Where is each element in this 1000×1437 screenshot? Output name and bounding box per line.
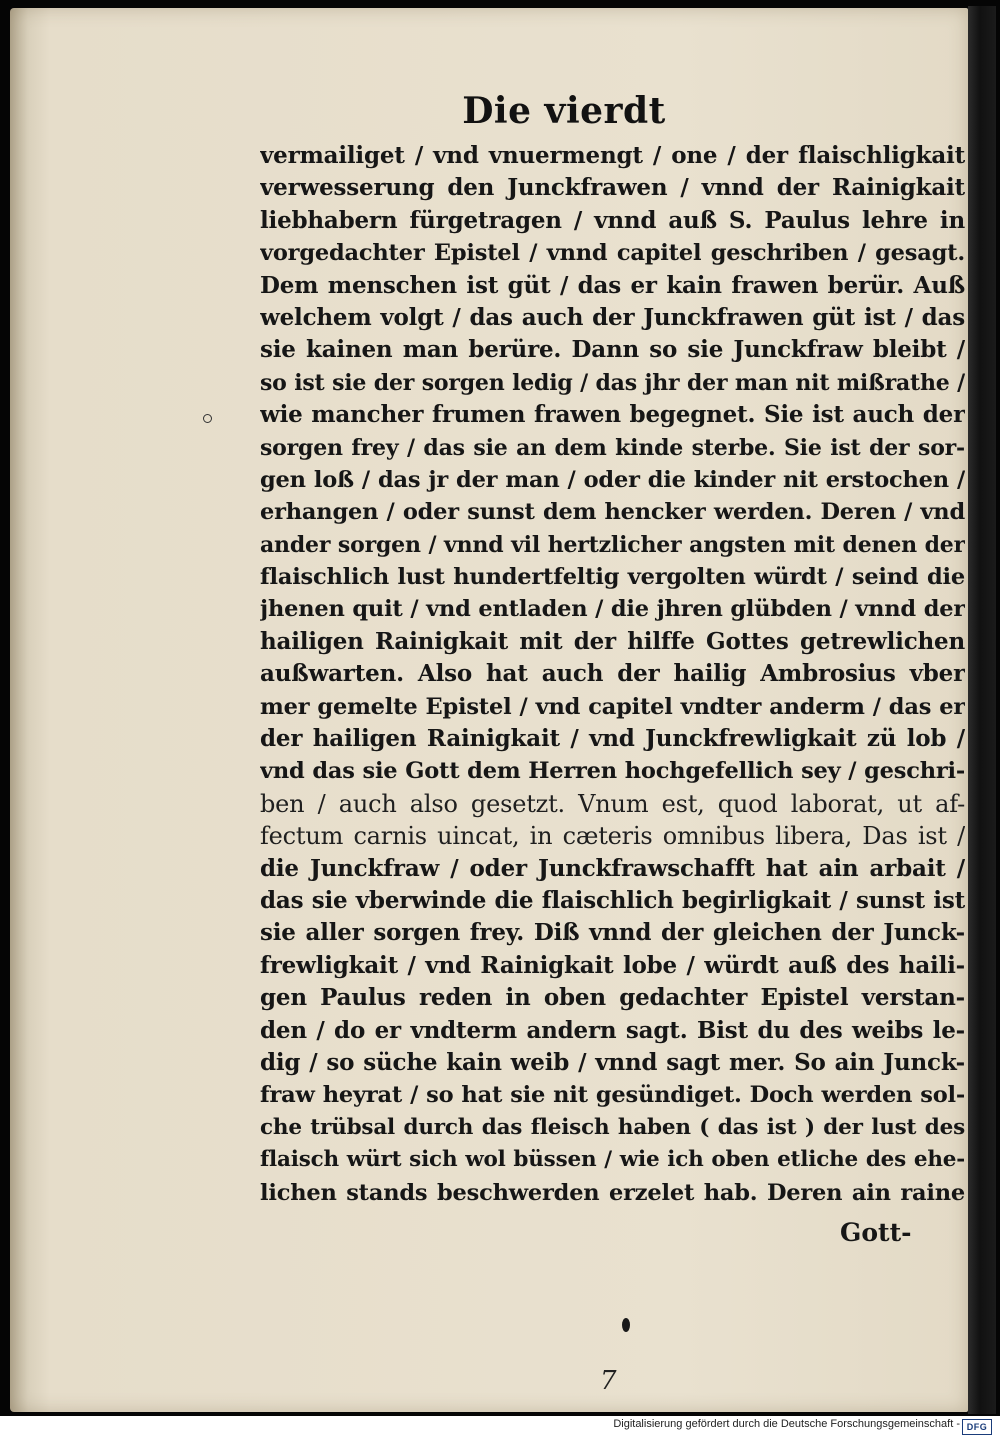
text-line: gen loß / das jr der man / oder die kinder nit erstochen /: [260, 466, 965, 493]
text-line: vermailiget / vnd vnuermengt / one / der flaischligkait: [260, 142, 965, 169]
text-line: der hailigen Rainigkait / vnd Junckfrewligkait zü lob /: [260, 725, 965, 753]
text-line: flaisch würt sich wol büssen / wie ich oben etliche des ehe-: [260, 1147, 965, 1173]
dfg-logo-icon: DFG: [962, 1419, 992, 1435]
text-line: dig / so süche kain weib / vnnd sagt mer. So ain Junck-: [260, 1048, 965, 1076]
text-line: hailigen Rainigkait mit der hilffe Gottes getrewlichen: [260, 627, 965, 655]
text-line: verwesserung den Junckfrawen / vnnd der Rainigkait: [260, 174, 965, 202]
text-line: vnd das sie Gott dem Herren hochgefellich sey / geschri-: [260, 758, 965, 785]
body-text: [260, 140, 965, 1209]
text-line: frewligkait / vnd Rainigkait lobe / würdt auß des haili-: [260, 951, 965, 979]
text-line: liebhabern fürgetragen / vnnd auß S. Paulus lehre in: [260, 206, 965, 234]
book-page: [10, 8, 968, 1412]
footer-bar: [0, 1416, 1000, 1437]
text-line: außwarten. Also hat auch der hailig Ambrosius vber: [260, 660, 965, 688]
text-line: fraw heyrat / so hat sie nit gesündiget. Doch werden sol-: [260, 1082, 965, 1109]
text-line: flaischlich lust hundertfeltig vergolten würdt / seind die: [260, 564, 965, 591]
text-line: fectum carnis uincat, in cæteris omnibus libera, Das ist /: [260, 822, 965, 851]
text-line: das sie vberwinde die flaischlich begirligkait / sunst ist: [260, 886, 965, 914]
catchword: Gott-: [840, 1218, 912, 1247]
text-line: die Junckfraw / oder Junckfrawschafft hat ain arbait /: [260, 854, 965, 882]
text-line: welchem volgt / das auch der Junckfrawen güt ist / das: [260, 303, 965, 331]
text-line: gen Paulus reden in oben gedachter Epistel verstan-: [260, 984, 965, 1012]
text-line: erhangen / oder sunst dem hencker werden. Deren / vnd: [260, 499, 965, 526]
text-line: sie aller sorgen frey. Diß vnnd der gleichen der Junck-: [260, 919, 965, 947]
footer-credit: Digitalisierung gefördert durch die Deutsche Forschungsgemeinschaft -: [613, 1418, 960, 1430]
signature-mark: 7: [600, 1366, 617, 1396]
text-line: sie kainen man berüre. Dann so sie Junckfraw bleibt /: [260, 336, 965, 364]
text-line: mer gemelte Epistel / vnd capitel vndter anderm / das er: [260, 693, 965, 720]
text-line: che trübsal durch das fleisch haben ( das ist ) der lust des: [260, 1114, 965, 1140]
text-line: Dem menschen ist güt / das er kain frawen berür. Auß: [260, 271, 965, 299]
text-line: ander sorgen / vnnd vil hertzlicher angsten mit denen der: [260, 531, 965, 558]
running-head: Die vierdt: [462, 90, 666, 132]
text-line: lichen stands beschwerden erzelet hab. Deren ain raine: [260, 1179, 965, 1206]
page-edge: [968, 6, 996, 1414]
text-line: jhenen quit / vnd entladen / die jhren glübden / vnnd der: [260, 596, 965, 623]
ink-spot: [622, 1318, 630, 1332]
margin-ring-icon: [203, 414, 212, 423]
text-line: sorgen frey / das sie an dem kinde sterbe. Sie ist der sor-: [260, 434, 965, 461]
text-line: vorgedachter Epistel / vnnd capitel geschriben / gesagt.: [260, 240, 965, 267]
text-line: den / do er vndterm andern sagt. Bist du des weibs le-: [260, 1016, 965, 1044]
text-line: so ist sie der sorgen ledig / das jhr der man nit mißrathe /: [260, 369, 965, 396]
text-line: wie mancher frumen frawen begegnet. Sie ist auch der: [260, 401, 965, 429]
text-line: ben / auch also gesetzt. Vnum est, quod laborat, ut af-: [260, 789, 965, 818]
